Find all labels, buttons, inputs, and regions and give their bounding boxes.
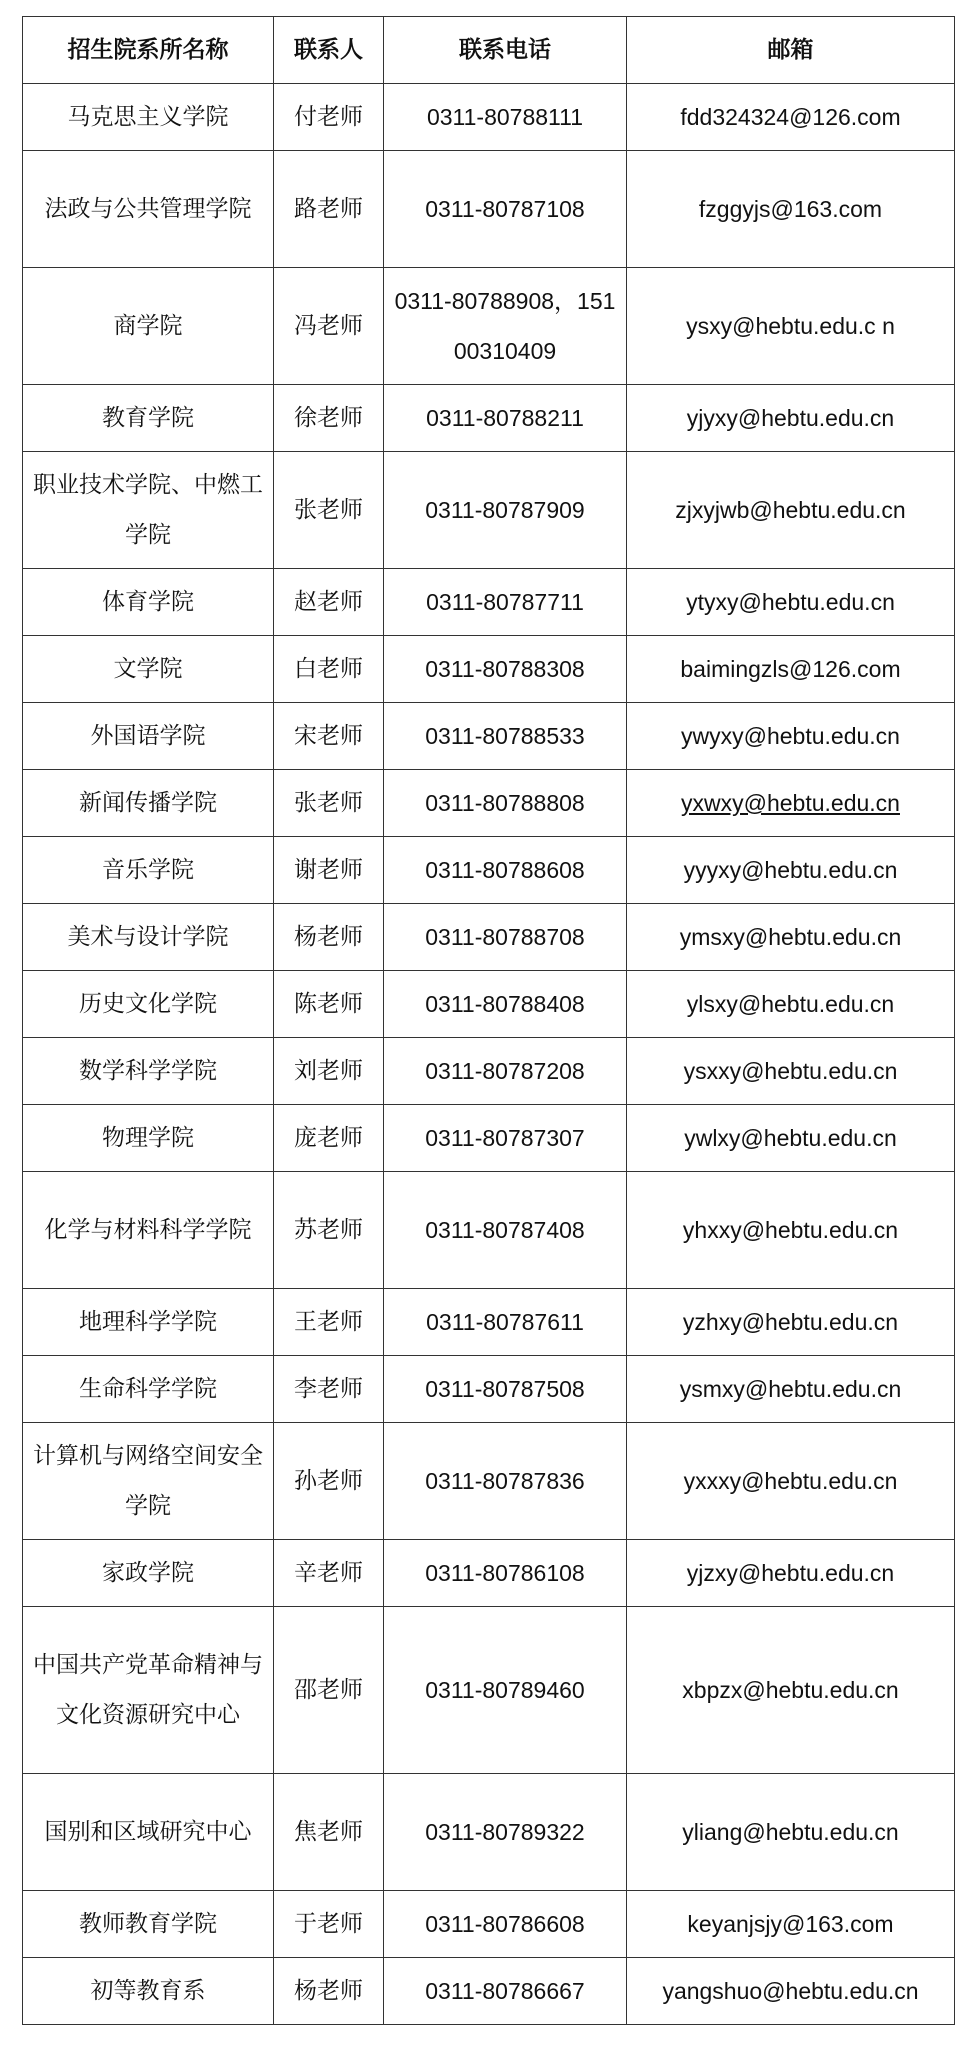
table-row	[23, 1105, 955, 1172]
table-row	[23, 837, 955, 904]
cell-department: 美术与设计学院	[23, 904, 274, 971]
cell-department: 文学院	[23, 636, 274, 703]
table-row	[23, 84, 955, 151]
cell-email: fdd324324@126.com	[627, 84, 955, 151]
cell-phone: 0311-80787711	[384, 569, 627, 636]
table-row	[23, 904, 955, 971]
table-row	[23, 151, 955, 268]
cell-email: keyanjsjy@163.com	[627, 1891, 955, 1958]
cell-email: ymsxy@hebtu.edu.cn	[627, 904, 955, 971]
cell-email: yangshuo@hebtu.edu.cn	[627, 1958, 955, 2025]
cell-department: 数学科学学院	[23, 1038, 274, 1105]
cell-phone: 0311-80788908，15100310409	[384, 268, 627, 385]
cell-contact: 路老师	[274, 151, 384, 268]
table-row	[23, 1172, 955, 1289]
cell-contact: 冯老师	[274, 268, 384, 385]
cell-phone: 0311-80788408	[384, 971, 627, 1038]
cell-department: 职业技术学院、中燃工学院	[23, 452, 274, 569]
cell-contact: 邵老师	[274, 1607, 384, 1774]
cell-phone: 0311-80788111	[384, 84, 627, 151]
cell-phone: 0311-80787208	[384, 1038, 627, 1105]
cell-email: ytyxy@hebtu.edu.cn	[627, 569, 955, 636]
cell-contact: 刘老师	[274, 1038, 384, 1105]
cell-department: 马克思主义学院	[23, 84, 274, 151]
header-email: 邮箱	[627, 17, 955, 84]
cell-contact: 李老师	[274, 1356, 384, 1423]
table-row	[23, 385, 955, 452]
table-row	[23, 1038, 955, 1105]
cell-email: ysxy@hebtu.edu.c n	[627, 268, 955, 385]
cell-phone: 0311-80787611	[384, 1289, 627, 1356]
cell-email: ysmxy@hebtu.edu.cn	[627, 1356, 955, 1423]
cell-email: ywlxy@hebtu.edu.cn	[627, 1105, 955, 1172]
contacts-table	[22, 16, 955, 2025]
cell-contact: 张老师	[274, 770, 384, 837]
cell-contact: 孙老师	[274, 1423, 384, 1540]
cell-email: yjzxy@hebtu.edu.cn	[627, 1540, 955, 1607]
cell-contact: 庞老师	[274, 1105, 384, 1172]
cell-contact: 杨老师	[274, 1958, 384, 2025]
cell-contact: 辛老师	[274, 1540, 384, 1607]
cell-email: yjyxy@hebtu.edu.cn	[627, 385, 955, 452]
cell-contact: 杨老师	[274, 904, 384, 971]
header-phone: 联系电话	[384, 17, 627, 84]
cell-contact: 王老师	[274, 1289, 384, 1356]
cell-email: xbpzx@hebtu.edu.cn	[627, 1607, 955, 1774]
cell-phone: 0311-80788533	[384, 703, 627, 770]
table-row	[23, 268, 955, 385]
table-row	[23, 569, 955, 636]
cell-department: 外国语学院	[23, 703, 274, 770]
cell-department: 家政学院	[23, 1540, 274, 1607]
cell-department: 教育学院	[23, 385, 274, 452]
table-row	[23, 1423, 955, 1540]
cell-phone: 0311-80787909	[384, 452, 627, 569]
cell-contact: 焦老师	[274, 1774, 384, 1891]
cell-department: 商学院	[23, 268, 274, 385]
cell-phone: 0311-80789322	[384, 1774, 627, 1891]
cell-department: 历史文化学院	[23, 971, 274, 1038]
table-row	[23, 452, 955, 569]
table-row	[23, 1891, 955, 1958]
table-header-row	[23, 17, 955, 84]
cell-phone: 0311-80786608	[384, 1891, 627, 1958]
table-row	[23, 1958, 955, 2025]
cell-email: yyyxy@hebtu.edu.cn	[627, 837, 955, 904]
cell-email: yzhxy@hebtu.edu.cn	[627, 1289, 955, 1356]
table-row	[23, 1540, 955, 1607]
table-row	[23, 636, 955, 703]
cell-phone: 0311-80786108	[384, 1540, 627, 1607]
table-row	[23, 1607, 955, 1774]
cell-phone: 0311-80788211	[384, 385, 627, 452]
cell-email: yliang@hebtu.edu.cn	[627, 1774, 955, 1891]
cell-email: ysxxy@hebtu.edu.cn	[627, 1038, 955, 1105]
cell-department: 法政与公共管理学院	[23, 151, 274, 268]
cell-email: baimingzls@126.com	[627, 636, 955, 703]
cell-department: 生命科学学院	[23, 1356, 274, 1423]
cell-phone: 0311-80787108	[384, 151, 627, 268]
cell-phone: 0311-80788608	[384, 837, 627, 904]
table-row	[23, 703, 955, 770]
cell-email: yxxxy@hebtu.edu.cn	[627, 1423, 955, 1540]
cell-contact: 宋老师	[274, 703, 384, 770]
table-row	[23, 1356, 955, 1423]
cell-phone: 0311-80789460	[384, 1607, 627, 1774]
cell-contact: 张老师	[274, 452, 384, 569]
cell-department: 音乐学院	[23, 837, 274, 904]
cell-department: 教师教育学院	[23, 1891, 274, 1958]
header-contact: 联系人	[274, 17, 384, 84]
cell-contact: 徐老师	[274, 385, 384, 452]
cell-email: ylsxy@hebtu.edu.cn	[627, 971, 955, 1038]
email-link-text[interactable]: yxwxy@hebtu.edu.cn	[681, 790, 900, 816]
cell-email: zjxyjwb@hebtu.edu.cn	[627, 452, 955, 569]
cell-department: 物理学院	[23, 1105, 274, 1172]
cell-department: 体育学院	[23, 569, 274, 636]
cell-department: 中国共产党革命精神与文化资源研究中心	[23, 1607, 274, 1774]
table-row	[23, 1289, 955, 1356]
cell-department: 地理科学学院	[23, 1289, 274, 1356]
table-row	[23, 770, 955, 837]
cell-department: 初等教育系	[23, 1958, 274, 2025]
cell-phone: 0311-80787307	[384, 1105, 627, 1172]
cell-contact: 付老师	[274, 84, 384, 151]
header-department: 招生院系所名称	[23, 17, 274, 84]
cell-phone: 0311-80787508	[384, 1356, 627, 1423]
table-row	[23, 1774, 955, 1891]
cell-phone: 0311-80787408	[384, 1172, 627, 1289]
cell-department: 国别和区域研究中心	[23, 1774, 274, 1891]
cell-department: 化学与材料科学学院	[23, 1172, 274, 1289]
cell-department: 计算机与网络空间安全学院	[23, 1423, 274, 1540]
cell-email-link[interactable]	[627, 770, 955, 837]
cell-phone: 0311-80788308	[384, 636, 627, 703]
cell-contact: 陈老师	[274, 971, 384, 1038]
cell-phone: 0311-80786667	[384, 1958, 627, 2025]
cell-phone: 0311-80788708	[384, 904, 627, 971]
cell-phone: 0311-80788808	[384, 770, 627, 837]
cell-department: 新闻传播学院	[23, 770, 274, 837]
cell-contact: 谢老师	[274, 837, 384, 904]
cell-phone: 0311-80787836	[384, 1423, 627, 1540]
cell-contact: 白老师	[274, 636, 384, 703]
cell-contact: 苏老师	[274, 1172, 384, 1289]
cell-email: yhxxy@hebtu.edu.cn	[627, 1172, 955, 1289]
table-row	[23, 971, 955, 1038]
cell-contact: 赵老师	[274, 569, 384, 636]
cell-email: fzggyjs@163.com	[627, 151, 955, 268]
cell-contact: 于老师	[274, 1891, 384, 1958]
cell-email: ywyxy@hebtu.edu.cn	[627, 703, 955, 770]
